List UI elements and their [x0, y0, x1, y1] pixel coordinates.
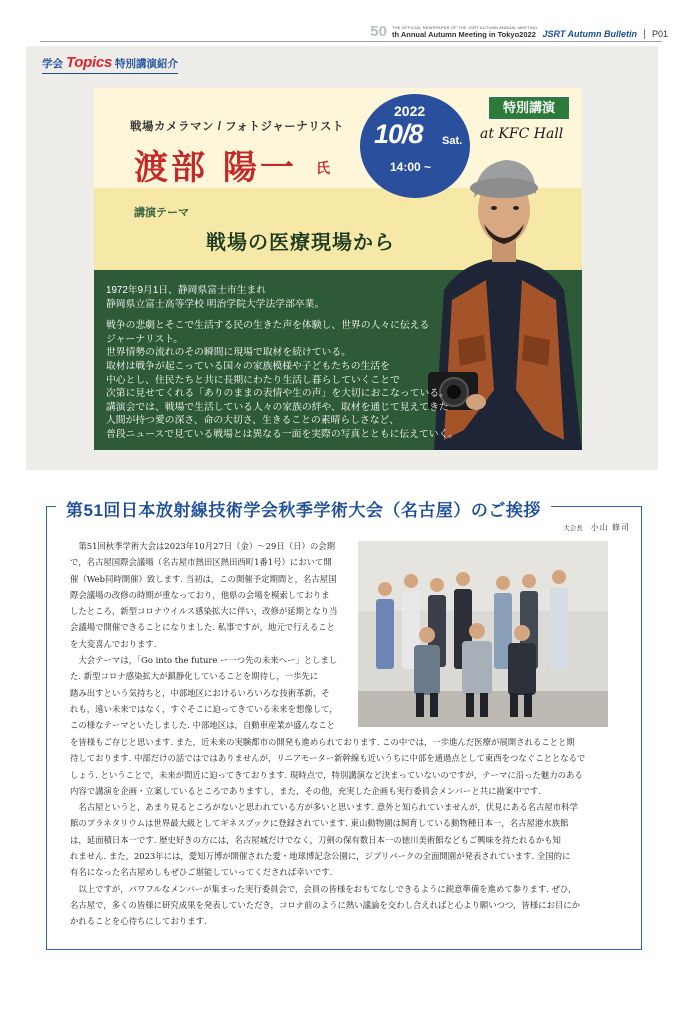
author-role: 大会長 [563, 525, 583, 532]
lecture-theme: 戦場の医療現場から [206, 232, 395, 254]
date-year: 2022 [394, 103, 426, 119]
bio-line: 講演会では、戦場で生活している人々の家族の絆や、取材を通じて見えてきた [106, 401, 449, 413]
date-day: 10/8 [374, 119, 423, 149]
venue-label: at KFC Hall [480, 126, 564, 142]
special-lecture-poster [94, 88, 582, 450]
greeting-line: を皆様もご存じと思います. また，近未来の実験都市の開発も進められております. この中では，一歩進んだ医療が展開されることと期 [70, 737, 575, 747]
topics-tag-topics: Topics [66, 54, 112, 71]
greeting-line: かれることを心待ちにしております. [70, 916, 207, 927]
bio-line: 戦争の悲劇とそこで生活する民の生きた声を体験し、世界の人々に伝える [106, 320, 430, 332]
bio-line: 1972年9月1日、静岡県富士市生まれ [106, 285, 267, 296]
greeting-line: しょう. ということで，未来が間近に迫ってきております. 現時点で，特別講演など決まっていないのですが，テーマに沿った魅力のある [70, 769, 583, 780]
header-anniversary-number: 50 [370, 23, 387, 40]
speaker-biography [106, 284, 486, 442]
special-lecture-label: 特別講演 [488, 96, 570, 120]
greeting-line: 名古屋というと，あまり見るところがないと思われている方が多いと思います. 意外と知られていませんが，伏見にある名古屋市科学 [70, 802, 578, 813]
bio-line: 静岡県立富士高等学校 明治学院大学法学部卒業。 [106, 298, 325, 310]
greeting-author [563, 522, 630, 533]
bio-line: 取材は戦争が起こっている国々の家族模様や子どもたちの生活を [106, 360, 390, 372]
greeting-line: 内容で講演を企画・立案しているところでありますし，また，その他，充実した企画も実行委員会メンバーと共に勘案中です. [70, 785, 541, 796]
greeting-line: 館のプラネタリウムは世界最大級としてギネスブックに登録されています. 東山動物園は飼育している動物種日本一，名古屋港水族館 [70, 818, 569, 829]
greeting-line: 名古屋で，多くの皆様に研究成果を発表していただき，コロナ前のように熱い議論を交わし合えればと心より願いつつ，皆様にお目にか [70, 899, 581, 910]
header-meeting-block [392, 25, 538, 39]
page-header [0, 22, 686, 44]
greeting-line: 待しております. 中部だけの話ではではありませんが，リニアモーター新幹線も近いうちに中部を通過点として東西をつなぐこととなるで [70, 753, 586, 764]
topics-tag [42, 54, 178, 74]
bio-line: ジャーナリスト。 [106, 333, 184, 345]
author-name: 小山 修司 [590, 523, 630, 532]
greeting-line: 有名になった名古屋めしもぜひご堪能していってくだされば幸いです. [70, 867, 333, 878]
greeting-line: 会議場で開催できることになりました. 私事ですが，地元で行えること [70, 622, 335, 633]
greeting-line: は，延面積日本一です. 歴史好きの方には，名古屋城だけでなく，刀剣の保有数日本一の徳川美術館などもご興味を持たれるかも知 [70, 834, 561, 845]
header-meeting-title: th Annual Autumn Meeting in Tokyo2022 [391, 30, 536, 39]
greeting-line: したところ，新型コロナウイルス感染拡大に伴い，改修が延期となり当 [70, 606, 338, 617]
greeting-body-left [70, 538, 354, 734]
greeting-body-full [70, 734, 618, 930]
speaker-name: 渡部 陽一 [134, 148, 297, 188]
greeting-line: 大会テーマは，「Go into the future ー一つ先の未来へー」としまし [70, 655, 338, 666]
bio-line: 中心とし、住民たちと共に長期にわたり生活し暮らしていくことで [106, 374, 400, 386]
header-rule [40, 41, 662, 42]
page-number: P01 [651, 29, 668, 39]
header-separator [644, 29, 645, 39]
greeting-line: 以上ですが，パワフルなメンバーが集まった実行委員会で，会員の皆様をおもてなしできるように鋭意準備を進めて参ります. ぜひ， [70, 883, 577, 894]
bio-line: 普段ニュースで見ている戦場とは異なる一面を実際の写真とともに伝えていく。 [106, 428, 459, 440]
greeting-line: 催（Web同時開催）致します. 当初は，この開催予定期間と，名古屋国 [70, 573, 337, 584]
greeting-title: 第51回日本放射線技術学会秋季学術大会（名古屋）のご挨拶 [56, 496, 551, 521]
greeting-line: 際会議場の改修の時期が重なっており，他県の会場を模索しておりま [70, 589, 330, 600]
greeting-line: 踏み出すという気持ちと，中部地区におけるいろいろな技術革新，そ [70, 687, 330, 698]
greeting-line: を大変喜んでおります. [70, 638, 157, 649]
bio-line: 人間が持つ愛の深さ、命の大切さ、生きることの素晴らしさなど、 [106, 415, 400, 427]
greeting-line: れません. また，2023年には，愛知万博が開催された愛・地球博記念公園に，ジブリパークの全面開園が発表されています. 全国的に [70, 851, 571, 862]
topics-tag-gakkai: 学会 [42, 58, 63, 70]
greeting-line: この様なテーマといたしました. 中部地区は，自動車産業が盛んなこと [70, 720, 335, 731]
greeting-line: れも，遠い未来ではなく，すぐそこに迫ってきている未来を想像して， [70, 703, 338, 714]
greeting-line: 第51回秋季学術大会は2023年10月27日（金）～29日（日）の会期 [70, 541, 335, 551]
header-masthead [370, 25, 668, 39]
speaker-honorific: 氏 [316, 161, 330, 177]
date-weekday: Sat. [442, 135, 463, 147]
greeting-line: た. 新型コロナ感染拡大が鎮静化していることを期待し，一歩先に [70, 671, 319, 682]
committee-group-photo [358, 541, 608, 727]
lecture-theme-label: 講演テーマ [134, 207, 189, 219]
header-bulletin-name: JSRT Autumn Bulletin [542, 29, 637, 39]
speaker-role: 戦場カメラマン / フォトジャーナリスト [130, 121, 345, 133]
bio-line: 次第に見せてくれる「ありのままの表情や生の声」を大切におこなっている。 [106, 388, 449, 400]
date-time: 14:00 ~ [390, 160, 432, 174]
bio-line: 世界情勢の流れのその瞬間に現場で取材を続けている。 [106, 347, 351, 359]
topics-tag-title: 特別講演紹介 [114, 58, 178, 70]
header-tiny-caption: THE OFFICIAL NEWSPAPER OF THE JSRT AUTUMN ANNUAL MEETING [391, 25, 538, 30]
bio-gap [106, 311, 486, 319]
greeting-line: で，名古屋国際会議場（名古屋市熱田区熱田西町1番1号）において開 [70, 557, 332, 568]
